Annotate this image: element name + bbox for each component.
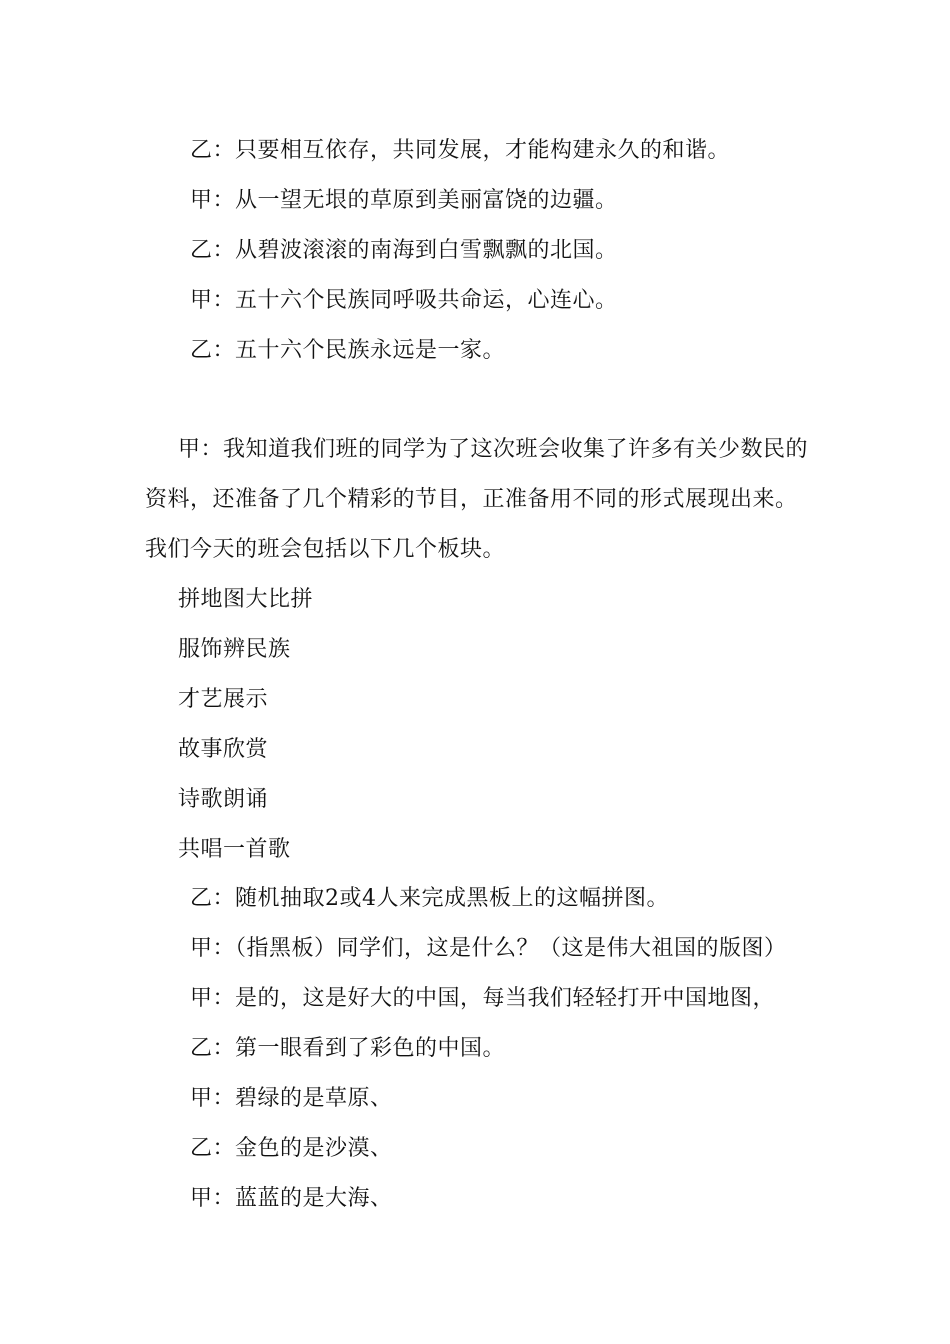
intro-paragraph-line: 甲：我知道我们班的同学为了这次班会收集了许多有关少数民的	[178, 437, 809, 462]
dialogue-line: 甲：碧绿的是草原、	[190, 1086, 393, 1111]
dialogue-line: 乙：金色的是沙漠、	[190, 1136, 393, 1161]
section-item: 故事欣赏	[178, 737, 269, 762]
section-item: 才艺展示	[178, 687, 269, 712]
section-item: 共唱一首歌	[178, 837, 291, 862]
intro-paragraph-line: 资料，还准备了几个精彩的节目，正准备用不同的形式展现出来。	[145, 487, 798, 512]
dialogue-line: 甲：蓝蓝的是大海、	[190, 1186, 393, 1211]
dialogue-line: 乙：随机抽取2或4人来完成黑板上的这幅拼图。	[190, 886, 669, 911]
dialogue-line: 甲：是的，这是好大的中国，每当我们轻轻打开中国地图，	[190, 986, 776, 1011]
dialogue-line: 甲：（指黑板）同学们，这是什么？（这是伟大祖国的版图）	[190, 936, 787, 961]
section-item: 拼地图大比拼	[178, 587, 314, 612]
section-item: 服饰辨民族	[178, 637, 291, 662]
dialogue-line: 乙：从碧波滚滚的南海到白雪飘飘的北国。	[190, 238, 618, 263]
intro-paragraph-line: 我们今天的班会包括以下几个板块。	[145, 537, 506, 562]
dialogue-line: 乙：第一眼看到了彩色的中国。	[190, 1036, 506, 1061]
dialogue-line: 乙：只要相互依存，共同发展，才能构建永久的和谐。	[190, 138, 731, 163]
dialogue-line: 乙：五十六个民族永远是一家。	[190, 338, 506, 363]
dialogue-line: 甲：从一望无垠的草原到美丽富饶的边疆。	[190, 188, 618, 213]
dialogue-line: 甲：五十六个民族同呼吸共命运，心连心。	[190, 288, 618, 313]
section-item: 诗歌朗诵	[178, 787, 269, 812]
